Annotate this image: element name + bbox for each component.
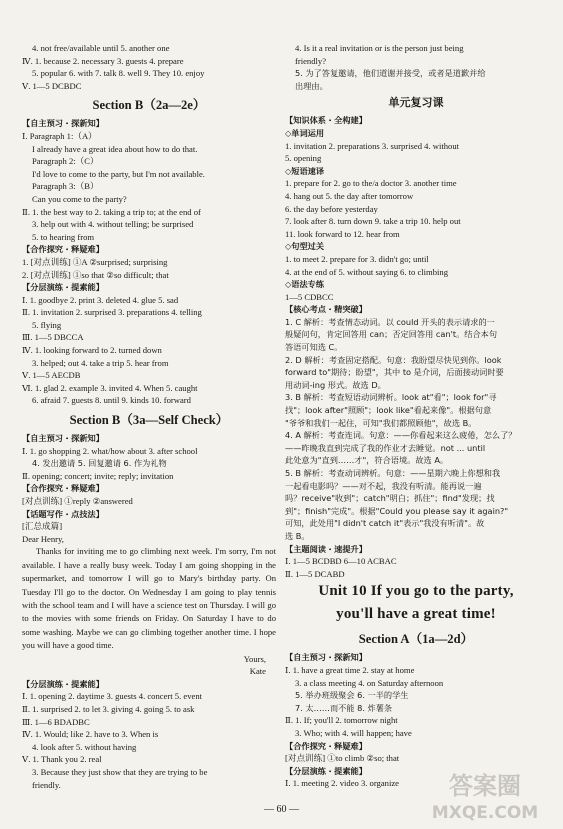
answer-line: 4. 发出邀请 5. 回复邀请 6. 作为礼物 — [32, 458, 167, 469]
answer-line: 11. look forward to 12. hear from — [285, 228, 400, 239]
answer-line: 2. D 解析：考查固定搭配。句意：我盼望尽快见到你。look — [285, 354, 502, 365]
answer-line: 5. opening — [285, 153, 322, 164]
answer-line: 2. [对点训练] ①so that ②so difficult; that — [22, 269, 169, 280]
answer-line: Ⅱ. 1. If; you'll 2. tomorrow night — [285, 715, 398, 726]
section-heading: Section B（2a—2e） — [92, 98, 206, 113]
answer-line: Dear Henry, — [22, 533, 64, 544]
answer-line: 可知，此处用"I didn't catch it"表示"我没有听清"。故 — [285, 518, 485, 529]
answer-line: 6. the day before yesterday — [285, 203, 378, 214]
answer-line: 1. to meet 2. prepare for 3. didn't go; until — [285, 253, 429, 264]
section-heading: Section A（1a—2d） — [358, 632, 474, 647]
answer-line: Ⅳ. 1. because 2. necessary 3. guests 4. prepare — [22, 55, 184, 66]
part-label: 【自主预习・探新知】 — [22, 118, 104, 129]
answer-line: [对点训练] ①to climb ②so; that — [285, 753, 400, 764]
answer-line: Ⅰ. Paragraph 1:（A） — [22, 130, 97, 141]
answer-line: Ⅳ. 1. Would; like 2. have to 3. When is — [22, 729, 159, 740]
answer-line: Paragraph 3:（B） — [32, 181, 99, 192]
answer-line: 1. C 解析：考查情态动词。以 could 开头的表示请求的一 — [285, 316, 495, 327]
answer-line: 4. hang out 5. the day after tomorrow — [285, 190, 414, 201]
answer-line: 4. Is it a real invitation or is the person just being — [295, 43, 464, 53]
page-number: — 60 — — [264, 804, 299, 815]
answer-line: 吗？receive"收到"；catch"明白；抓住"；find"发现；找 — [285, 493, 495, 504]
part-label: 【主题阅读・速提升】 — [285, 543, 367, 554]
answer-line: 7. 太……而不能 8. 炸薯条 — [295, 702, 393, 713]
letter-body: Thanks for inviting me to go climbing next week. I'm sorry, I'm not available. I have a really busy week. Today I am going shopping in the supermarket, and tomorrow I will go to Mary's birthday party. On Tuesday I'll go to the doctor. On Wednesday I am going to play tennis with the school team and I will have a science test on Thursday. I will go to the movies with some friends on Friday. On Saturday I have to do some washing. Maybe we can go climbing together another time. I hope you will have a good time. — [22, 546, 276, 651]
answer-line: Ⅱ. opening; concert; invite; reply; invitation — [22, 470, 174, 481]
answer-line: Ⅲ. 1—6 BDADBC — [22, 716, 90, 727]
answer-line: 4. look after 5. without having — [32, 741, 137, 752]
answer-line: forward to"期待；盼望"，其中 to 是介词，后面接动词时要 — [285, 367, 504, 378]
part-label: 【分层演练・提素能】 — [22, 282, 104, 293]
answer-line: 一起看电影吗？——对不起，我没有听清。能再说一遍 — [285, 480, 482, 491]
answer-line: Ⅱ. 1. invitation 2. surprised 3. preparations 4. telling — [22, 307, 202, 318]
answer-line: 3. a class meeting 4. on Saturday afternoon — [295, 677, 444, 688]
answer-line: Ⅴ. 1—5 AECDB — [22, 370, 81, 381]
answer-line: friendly? — [295, 55, 327, 66]
unit-title: Unit 10 If you go to the party, — [318, 583, 514, 600]
answer-line: Ⅰ. 1. go shopping 2. what/how about 3. after school — [22, 445, 198, 456]
part-label: 【自主预习・探新知】 — [285, 652, 367, 663]
answer-line: Ⅰ. 1. meeting 2. video 3. organize — [285, 778, 399, 789]
answer-line: 5. 举办班级聚会 6. 一半的学生 — [295, 690, 409, 701]
part-label: 【合作探究・释疑难】 — [285, 740, 367, 751]
answer-line: 6. afraid 7. guests 8. until 9. kinds 10. forward — [32, 395, 191, 406]
part-label: 【分层演练・提素能】 — [285, 765, 367, 776]
answer-line: 用动词-ing 形式。故选 D。 — [285, 379, 386, 390]
review-heading: 单元复习课 — [388, 96, 444, 110]
answer-line: Ⅳ. 1. looking forward to 2. turned down — [22, 345, 162, 356]
answer-line: I'd love to come to the party, but I'm not available. — [32, 168, 205, 179]
watermark-logo — [415, 768, 555, 824]
answer-line: Ⅰ. 1. opening 2. daytime 3. guests 4. concert 5. event — [22, 691, 203, 702]
answer-line: Ⅱ. 1—5 DCABD — [285, 568, 345, 579]
part-label: 【合作探究・释疑难】 — [22, 244, 104, 255]
answer-line: friendly. — [32, 779, 61, 790]
part-label: ◇语法专练 — [285, 279, 325, 290]
answer-line: Ⅵ. 1. glad 2. example 3. invited 4. When 5. caught — [22, 382, 198, 393]
answer-line: Ⅱ. 1. the best way to 2. taking a trip to; at the end of — [22, 206, 201, 217]
answer-line: 5. 为了答复邀请，他们道谢并接受，或者是道歉并给 — [295, 68, 486, 79]
answer-line: 3. Because they just show that they are trying to be — [32, 766, 208, 777]
answer-line: 4. not free/available until 5. another one — [32, 43, 170, 53]
answer-line: 3. help out with 4. without telling; be surprised — [32, 219, 194, 230]
answer-line: 4. A 解析：考查连词。句意：——你看起来这么疲倦，怎么了？ — [285, 430, 517, 441]
answer-line: 1. invitation 2. preparations 3. surprised 4. without — [285, 140, 459, 151]
answer-line: 答语可知选 C。 — [285, 342, 343, 353]
answer-line: 3. helped; out 4. take a trip 5. hear from — [32, 357, 169, 368]
answer-line: 3. Who; with 4. will happen; have — [295, 727, 412, 738]
answer-line: 般疑问句，肯定回答用 can；否定回答用 can't。结合本句 — [285, 329, 498, 340]
part-label: ◇单词运用 — [285, 127, 325, 138]
watermark-top-text: 答案圈 — [449, 772, 521, 800]
part-label: ◇短语速译 — [285, 165, 325, 176]
part-label: 【分层演练・提素能】 — [22, 678, 104, 689]
answer-line: 5. B 解析：考查动词辨析。句意：——星期六晚上你想和我 — [285, 468, 501, 478]
answer-line: [对点训练] ①reply ②answered — [22, 496, 133, 506]
right-column — [285, 42, 547, 790]
part-label: 【话题写作・点技法】 — [22, 508, 104, 519]
answer-line: "爷爷和我们一起住，可知"我们都照顾他"，故选 B。 — [285, 417, 477, 428]
answer-line: 此处意为"直到……才"，符合语境。故选 A。 — [285, 455, 449, 466]
answer-line: Paragraph 2:（C） — [32, 156, 99, 167]
answer-line: 找"；look after"照顾"；look like"看起来像"。根据句意 — [285, 405, 492, 416]
answer-line: 5. popular 6. with 7. talk 8. well 9. They 10. enjoy — [32, 68, 205, 79]
answer-line: [汇总成篇] — [22, 521, 63, 532]
answer-line: Ⅰ. 1—5 BCDBD 6—10 ACBAC — [285, 556, 397, 567]
answer-line: I already have a great idea about how to do that. — [32, 143, 198, 154]
answer-line: Ⅱ. 1. surprised 2. to let 3. giving 4. going 5. to ask — [22, 704, 195, 714]
part-label: 【自主预习・探新知】 — [22, 433, 104, 444]
part-label: 【知识体系・全构建】 — [285, 115, 367, 126]
answer-line: ——昨晚我直到完成了我的作业才去睡觉。not ... until — [285, 442, 486, 453]
section-heading: Section B（3a—Self Check） — [69, 413, 229, 428]
answer-line: 3. B 解析：考查短语动词辨析。look at"看"；look for"寻 — [285, 392, 497, 403]
answer-line: 到"；finish"完成"。根据"Could you please say it again?" — [285, 505, 509, 516]
unit-title: you'll have a great time! — [336, 606, 496, 623]
letter-signoff: Yours, — [243, 653, 266, 664]
answer-line: 出理由。 — [295, 80, 328, 91]
answer-line: 7. look after 8. turn down 9. take a trip 10. help out — [285, 216, 461, 227]
part-label: 【核心考点・精突破】 — [285, 304, 367, 315]
answer-line: 5. to hearing from — [32, 231, 95, 242]
answer-line: 选 B。 — [285, 530, 310, 541]
answer-line: Ⅲ. 1—5 DBCCA — [22, 332, 84, 343]
answer-line: Ⅰ. 1. have a great time 2. stay at home — [285, 664, 415, 675]
letter-signoff: Kate — [249, 666, 266, 677]
answer-line: Ⅰ. 1. goodbye 2. print 3. deleted 4. glue 5. sad — [22, 294, 179, 305]
answer-line: Ⅴ. 1. Thank you 2. real — [22, 754, 102, 765]
answer-line: 1. [对点训练] ①A ②surprised; surprising — [22, 256, 168, 267]
answer-line: 1—5 CDBCC — [285, 291, 334, 302]
answer-line: Ⅴ. 1—5 DCBDC — [22, 80, 82, 91]
answer-line: 4. at the end of 5. without saying 6. to climbing — [285, 266, 449, 277]
left-column — [22, 42, 276, 791]
part-label: ◇句型过关 — [285, 241, 325, 252]
answer-line: Can you come to the party? — [32, 193, 127, 204]
part-label: 【合作探究・释疑难】 — [22, 483, 104, 494]
answer-line: 1. prepare for 2. go to the/a doctor 3. another time — [285, 178, 457, 189]
watermark-bottom-text: MXQE.COM — [431, 803, 539, 823]
answer-line: 5. flying — [32, 319, 62, 330]
